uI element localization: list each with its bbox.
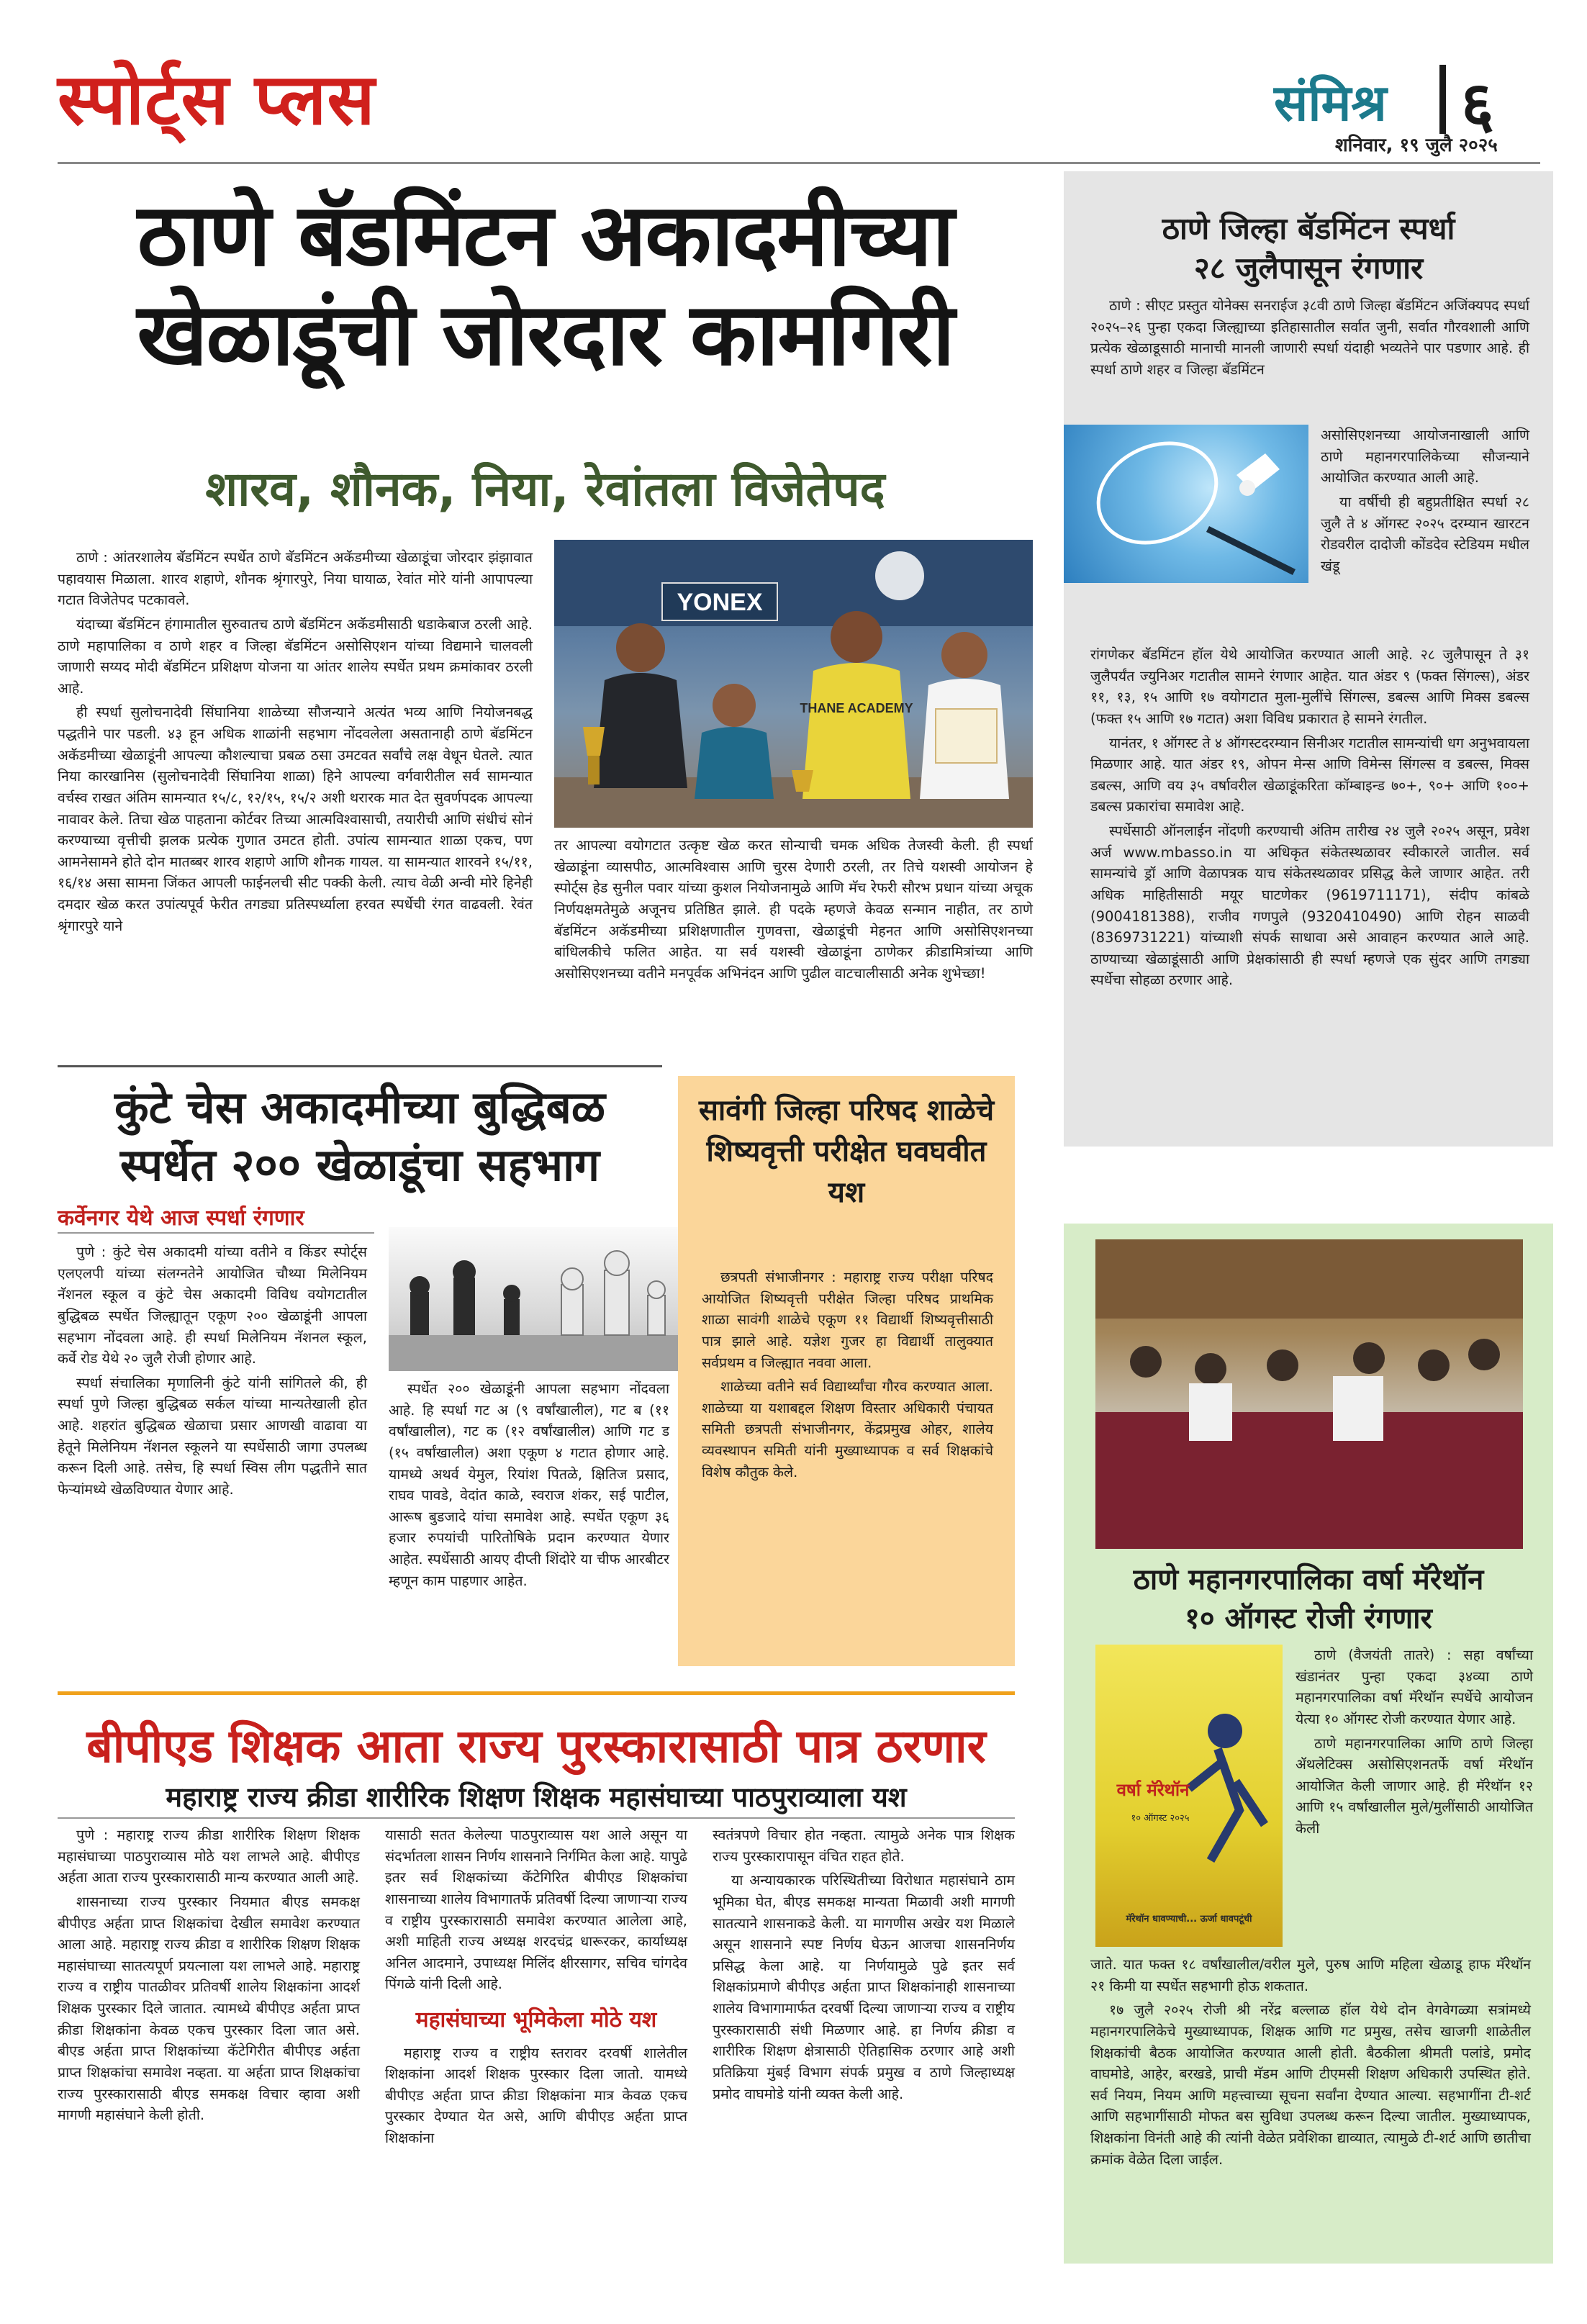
sawangi-text: छत्रपती संभाजीनगर : महाराष्ट्र राज्य परीक्षा परिषद आयोजित शिष्यवृत्ती परीक्षेत जिल्हा परिषद प्राथमिक शाळा सावंगी शाळेचे एकूण ११ विद्यार्थी शिष्यवृत्तीसाठी पात्र झाले आहे. यज्ञेश गुजर हा विद्यार्थी तालुक्यात सर्वप्रथम व जिल्ह्यात नववा आला. (702, 1269, 993, 1371)
masthead-title: स्पोर्ट्स प्लस (58, 58, 376, 141)
side-text: रांगणेकर बॅडमिंटन हॉल येथे आयोजित करण्यात आली आहे. २८ जुलैपासून ते ३१ जुलैपर्यंत ज्युनिअर गटातील सामने रंगणार आहेत. यात अंडर ९ (फक्त सिंगल्स), अंडर ११, १३, १५ आणि १७ वयोगटात मुला-मुलींचे सिंगल्स, डबल्स आणि मिक्स डबल्स (फक्त १५ आणि १७ गटात) अशा विविध प्रकारात हे सामने रंगतील. (1090, 646, 1529, 727)
lead-para: ठाणे : आंतरशालेय बॅडमिंटन स्पर्धेत ठाणे बॅडमिंटन अकॅडमीच्या खेळाडूंचा जोरदार झंझावात पहावयास मिळाला. शारव शहाणे, शौनक श्रृंगारपुरे, निया घायाळ, रेवांत मोरे यांनी आपापल्या गटात विजेतेपद पटकावले. (58, 549, 533, 609)
side-text: ठाणे : सीएट प्रस्तुत योनेक्स सनराईज ३८वी ठाणे जिल्हा बॅडमिंटन अजिंक्यपद स्पर्धा २०२५–२६ पुन्हा एकदा जिल्ह्याच्या इतिहासातील सर्वात जुनी, सर्वात गौरवशाली आणि प्रत्येक खेळाडूसाठी मानाची मानली जाणारी स्पर्धा यंदाही भव्यतेने पार पडणार आहे. ही स्पर्धा ठाणे शहर व जिल्हा बॅडमिंटन (1090, 297, 1530, 378)
chess-photo (389, 1227, 684, 1371)
side-para1b (1321, 425, 1529, 579)
marathon-poster (1095, 1645, 1283, 1947)
marathon-text: जाते. यात फक्त १८ वर्षांखालील/वरील मुले, पुरुष आणि महिला खेळाडू हाफ मॅरेथॉन २१ किमी या स्पर्धेत सहभागी होऊ शकतात. (1090, 1956, 1531, 1994)
section-header (1274, 59, 1547, 142)
chess-text: पुणे : कुंटे चेस अकादमी यांच्या वतीने व किंडर स्पोर्ट्स एलएलपी यांच्या संलग्नतेने आयोजित चौथ्या मिलेनियम नॅशनल स्कूल व कुंटे चेस अकादमी विविध वयोगटातील बुद्धिबळ स्पर्धेत जिल्ह्यातून एकूण २०० खेळाडूंनी आपला सहभाग नोंदवला आहे. ही स्पर्धा मिलेनियम नॅशनल स्कूल, कर्वे रोड येथे २० जुलै रोजी होणार आहे. (58, 1244, 367, 1367)
dateline: शनिवार, १९ जुलै २०२५ (1335, 135, 1498, 156)
chess-sub-rule (58, 1232, 374, 1234)
side-text: स्पर्धेसाठी ऑनलाईन नोंदणी करण्याची अंतिम तारीख २४ जुलै २०२५ असून, प्रवेश अर्ज www.mbasso.in या अधिकृत संकेतस्थळावर स्वीकारले जातील. सर्व सामन्यांचे ड्रॉ आणि वेळापत्रक याच संकेतस्थळावर प्रसिद्ध केले जाणार आहेत. तरी अधिक माहितीसाठी मयूर घाटणेकर (9619711171), संदीप कांबळे (9004181388), राजीव गणपुले (9320410490) आणि रोहन साळवी (8369731221) यांच्याशी संपर्क साधावा असे आवाहन करण्यात आले आहे. ठाण्याच्या खेळाडूंसाठी आणि प्रेक्षकांसाठी ही स्पर्धा म्हणजे एक सुंदर आणि तगड्या स्पर्धेचा सोहळा ठरणार आहे. (1090, 823, 1529, 989)
chess-headline-line1: कुंटे चेस अकादमीच्या बुद्धिबळ (114, 1081, 606, 1134)
marathon-text: ठाणे महानगरपालिका आणि ठाणे जिल्हा ॲथलेटिक्स असोसिएशनतर्फे वर्षा मॅरेथॉन आयोजित केली जाणार आहे. ही मॅरेथॉन १२ आणि १५ वर्षांखालील मुले/मुलींसाठी आयोजित केली (1296, 1735, 1533, 1837)
side-headline-line2: २८ जुलैपासून रंगणार (1193, 250, 1424, 286)
bped-col3 (713, 1825, 1015, 2107)
side-para1 (1090, 295, 1529, 384)
bped-top-rule (58, 1691, 1015, 1695)
section-name: संमिश्र (1274, 73, 1387, 132)
lead-body-col1 (58, 547, 533, 939)
bped-headline: बीपीएड शिक्षक आता राज्य पुरस्कारासाठी पात्र ठरणार (86, 1720, 986, 1773)
sawangi-body (702, 1267, 993, 1486)
bped-text: शासनाच्या राज्य पुरस्कार नियमात बीएड समकक्ष बीपीएड अर्हता प्राप्त शिक्षकांचा देखील समावेश करण्यात आला आहे. महाराष्ट्र राज्य क्रीडा व शारीरिक शिक्षण शिक्षक महासंघाच्या सातत्यपूर्ण प्रयत्नाला यश लाभले आहे. महाराष्ट्र राज्य व राष्ट्रीय पातळीवर प्रतिवर्षी शालेय शिक्षकांना आदर्श शिक्षक पुरस्कार दिले जातात. त्यामध्ये बीपीएड अर्हता प्राप्त क्रीडा शिक्षकांना केवळ एकच पुरस्कार दिला जात असे. बीएड अर्हता प्राप्त शिक्षकांच्या कॅटेगिरीत बीपीएड अर्हता प्राप्त शिक्षकांचा समावेश नव्हता. या अर्हता प्राप्त शिक्षकांचा राज्य पुरस्कारासाठी बीएड समकक्ष विचार व्हावा अशी मागणी महासंघाने केली होती. (58, 1893, 360, 2124)
marathon-headline-line1: ठाणे महानगरपालिका वर्षा मॅरेथॉन (1133, 1563, 1484, 1596)
bped-midsub: महासंघाच्या भूमिकेला मोठे यश (415, 2007, 657, 2033)
chess-subhead: कर्वेनगर येथे आज स्पर्धा रंगणार (58, 1206, 304, 1231)
players-illustration (554, 540, 1033, 828)
chess-pieces-illustration (389, 1227, 684, 1371)
poster-date: १० ऑगस्ट २०२५ (1131, 1813, 1190, 1824)
bped-text: स्वतंत्रपणे विचार होत नव्हता. त्यामुळे अनेक पात्र शिक्षक राज्य पुरस्कारापासून वंचित राहत होते. (713, 1827, 1015, 1865)
chess-text: स्पर्धेत २०० खेळाडूंनी आपला सहभाग नोंदवला आहे. हि स्पर्धा गट अ (९ वर्षांखालील), गट ब (११ वर्षांखालील), गट क (१२ वर्षांखालील) आणि गट ड (१५ वर्षांखालील) अशा एकूण ४ गटात होणार आहे. यामध्ये अथर्व येमुल, रियांश पितळे, क्षितिज प्रसाद, राघव पावडे, वेदांत काळे, स्वराज शंकर, सई पाटील, आरूष बुडजादे यांचा समावेश आहे. स्पर्धेत एकूण ३६ हजार रुपयांची पारितोषिके प्रदान करण्यात येणार आहेत. स्पर्धेसाठी आयए दीप्ती शिंदोरे या चीफ आरबीटर म्हणून काम पाहणार आहेत. (389, 1380, 669, 1589)
bped-text: पुणे : महाराष्ट्र राज्य क्रीडा शारीरिक शिक्षण शिक्षक महासंघाच्या पाठपुराव्यास मोठे यश लाभले आहे. बीपीएड अर्हता आता राज्य पुरस्कारासाठी मान्य करण्यात आली आहे. (58, 1827, 360, 1886)
meeting-illustration (1095, 1239, 1523, 1549)
marathon-body (1090, 1954, 1531, 2173)
chess-top-rule (58, 1065, 662, 1067)
racket-illustration (1064, 425, 1308, 583)
poster-title: वर्षा मॅरेथॉन (1116, 1780, 1190, 1800)
bped-col1 (58, 1825, 360, 2129)
lead-para: यंदाच्या बॅडमिंटन हंगामातील सुरुवातच ठाणे बॅडमिंटन अकॅडमीसाठी धडाकेबाज ठरली आहे. ठाणे महापालिका व ठाणे शहर व जिल्हा बॅडमिंटन असोसिएशन यांच्या विद्यमाने चालवली जाणारी सय्यद मोदी बॅडमिंटन प्रशिक्षण योजना या आंतर शालेय स्पर्धेत प्रथम क्रमांकावर ठरली आहे. (58, 615, 533, 697)
side-headline-line1: ठाणे जिल्हा बॅडमिंटन स्पर्धा (1162, 211, 1455, 246)
lead-para: ही स्पर्धा सुलोचनादेवी सिंघानिया शाळेच्या सौजन्याने अत्यंत भव्य आणि नियोजनबद्ध पद्धतीने पार पडली. ४३ हून अधिक शाळांनी सहभाग नोंदवलेला असतानाही ठाणे बॅडमिंटन अकॅडमीच्या खेळाडूंनी आपल्या कौशल्याचा प्रबळ ठसा उमटवत सर्वांचे लक्ष वेधून घेतले. त्यात निया कारखानिस (सुलोचनादेवी सिंघानिया शाळा) हिने आपल्या वर्गवारीतील सर्व सामन्यात वर्चस्व राखत अंतिम सामन्यात १५/८, १२/१५, १५/२ अशी थरारक मात देत सुवर्णपदक आपल्या नावावर केले. तिचा खेळ पाहताना कोर्टवर तिच्या आत्मविश्वासाची, तयारीची आणि संधीचं सोनं करण्याच्या वृत्तीची झलक प्रत्येक गुणात उमटत होती. उपांत्य सामन्यात शाळा एकच, पण आमनेसामने होते दोन मातब्बर शारव शहाणे आणि शौनक गायल. या सामन्यात शारवने १५/११, १६/१४ असा सामना जिंकत आपली फाईनलची सीट पक्की केली. त्याच वेळी अन्वी मोरे हिनेही दमदार खेळ करत उपांत्यपूर्व फेरीत तगड्या प्रतिस्पर्ध्याला हरवत स्पर्धेची रंगत वाढवली. रेवंत श्रृंगारपुरे याने (58, 704, 533, 934)
banner-text: YONEX (677, 589, 763, 616)
sawangi-text: शाळेच्या वतीने सर्व विद्यार्थ्यांचा गौरव करण्यात आला. शाळेच्या या यशाबद्दल शिक्षण विस्तार अधिकारी पंचायत समिती छत्रपती संभाजीनगर, केंद्रप्रमुख ओहर, शालेय व्यवस्थापन समिती यांनी मुख्याध्यापक व सर्व शिक्षकांचे विशेष कौतुक केले. (702, 1378, 993, 1480)
side-text: असोसिएशनच्या आयोजनाखाली आणि ठाणे महानगरपालिकेच्या सौजन्याने आयोजित करण्यात आली आहे. (1321, 427, 1529, 487)
poster-tag: मॅरेथॉन धावण्याची... ऊर्जा धावपटूंची (1126, 1914, 1252, 1925)
lead-headline-line2: खेळाडूंची जोरदार कामगिरी (137, 285, 954, 385)
side-text: यानंतर, १ ऑगस्ट ते ४ ऑगस्टदरम्यान सिनीअर गटातील सामन्यांची धग अनुभवायला मिळणार आहे. यात अंडर १९, ओपन मेन्स आणि विमेन्स सिंगल्स व डबल्स, मिक्स डबल्स, आणि वय ३५ वर्षावरील खेळाडूंकरिता कॉम्बाइन्ड ७०+, ९०+ आणि १००+ डबल्स प्रकारांचा समावेश आहे. (1090, 734, 1529, 815)
lead-para: तर आपल्या वयोगटात उत्कृष्ट खेळ करत सोन्याची चमक अधिक तेजस्वी केली. ही स्पर्धा खेळाडूंना व्यासपीठ, आत्मविश्वास आणि चुरस देणारी ठरली, तर तिचे यशस्वी आयोजन हे स्पोर्ट्स हेड सुनील पवार यांच्या कुशल नियोजनामुळे आणि मॅच रेफरी सौरभ प्रधान यांच्या अचूक निर्णयक्षमतेमुळे अजूनच प्रतिष्ठित झाले. ही पदके म्हणजे केवळ सन्मान नाहीत, तर ठाणे बॅडमिंटन अकॅडमीच्या प्रशिक्षणातील गुणवत्ता, खेळाडूंची मेहनत आणि असोसिएशनच्या बांधिलकीचे फलित आहेत. या सर्व यशस्वी खेळाडूंना ठाणेकर क्रीडामित्रांच्या आणि असोसिएशनच्या वतीने मनपूर्वक अभिनंदन आणि पुढील वाटचालीसाठी अनेक शुभेच्छा! (554, 837, 1033, 982)
bped-col2 (385, 1825, 687, 2152)
marathon-headline-line2: १० ऑगस्ट रोजी रंगणार (1185, 1602, 1432, 1635)
sawangi-headline: सावंगी जिल्हा परिषद शाळेचे शिष्यवृत्ती परीक्षेत घवघवीत यश (698, 1094, 995, 1209)
lead-photo-players (554, 540, 1033, 828)
section-divider (1439, 65, 1446, 134)
bped-sub-rule (58, 1817, 1015, 1819)
shuttlecock-photo (1064, 425, 1308, 583)
bped-text: या अन्यायकारक परिस्थितीच्या विरोधात महासंघाने ठाम भूमिका घेत, बीएड समकक्ष मान्यता मिळावी अशी मागणी सातत्याने शासनाकडे केली. या मागणीस अखेर यश मिळाले असून शासनाने स्पष्ट निर्णय घेऊन आजचा शासननिर्णय प्रसिद्ध केला आहे. या निर्णयामुळे पुढे इतर सर्व शिक्षकांप्रमाणे बीपीएड अर्हता प्राप्त शिक्षकांनाही शासनाच्या शालेय विभागामार्फत दरवर्षी दिल्या जाणाऱ्या राज्य व राष्ट्रीय पुरस्कारासाठी संधी मिळणार आहे. हा निर्णय क्रीडा व शारीरिक शिक्षण क्षेत्रासाठी ऐतिहासिक ठरणार आहे अशी प्रतिक्रिया मुंबई विभाग संपर्क प्रमुख व ठाणे जिल्हाध्यक्ष प्रमोद वाघमोडे यांनी व्यक्त केली आहे. (713, 1872, 1015, 2102)
lead-headline-line1: ठाणे बॅडमिंटन अकादमीच्या (137, 186, 954, 286)
marathon-meeting-photo (1095, 1239, 1523, 1549)
shirt-text: THANE ACADEMY (800, 701, 913, 715)
side-text: या वर्षीची ही बहुप्रतीक्षित स्पर्धा २८ जुलै ते ४ ऑगस्ट २०२५ दरम्यान खारटन रोडवरील दादोजी कोंडदेव स्टेडियम मधील खंडू (1321, 493, 1529, 574)
lead-subhead: शारव, शौनक, निया, रेवांतला विजेतेपद (205, 461, 885, 517)
marathon-text: ठाणे (वैजयंती तातरे) : सहा वर्षांच्या खंडानंतर पुन्हा एकदा ३४व्या ठाणे महानगरपालिका वर्षा मॅरेथॉन स्पर्धेचे आयोजन येत्या १० ऑगस्ट रोजी करण्यात येणार आहे. (1296, 1647, 1533, 1727)
poster-illustration (1095, 1645, 1283, 1947)
marathon-text: १७ जुलै २०२५ रोजी श्री नरेंद्र बल्लाळ हॉल येथे दोन वेगवेगळ्या सत्रांमध्ये महानगरपालिकेचे मुख्याध्यापक, शिक्षक आणि गट प्रमुख, तसेच खाजगी शाळेतील शिक्षकांची बैठक आयोजित करण्यात आली होती. बैठकीला श्रीमती पलांडे, प्रमोद वाघमोडे, आहेर, बरखडे, प्राची मॅडम आणि टीएमसी शिक्षण अधिकारी उपस्थित होते. सर्व नियम, नियम आणि महत्त्वाच्या सूचना सर्वांना देण्यात आल्या. सहभागींना टी-शर्ट आणि सहभागींसाठी मोफत बस सुविधा उपलब्ध करून दिल्या जातील. मुख्याध्यापक, शिक्षकांना विनंती आहे की त्यांनी वेळेत प्रवेशिका द्याव्यात, त्यामुळे टी-शर्ट आणि छातीचा क्रमांक वेळेत दिला जाईल. (1090, 2002, 1531, 2168)
lead-body-col2 (554, 835, 1033, 987)
bped-text: यासाठी सतत केलेल्या पाठपुराव्यास यश आले असून या संदर्भातला शासन निर्णय शासनाने निर्गमित केला आहे. यापुढे इतर सर्व शिक्षकांच्या कॅटेगिरित बीपीएड शिक्षकांचा शासनाच्या शालेय विभागातर्फे प्रतिवर्षी दिल्या जाणाऱ्या राज्य व राष्ट्रीय पुरस्कारासाठी समावेश करण्यात आलेला आहे, अशी माहिती राज्य अध्यक्ष शरदचंद्र धारूरकर, कार्याध्यक्ष अनिल आदमाने, उपाध्यक्ष मिलिंद क्षीरसागर, सचिव चांगदेव पिंगळे यांनी दिली आहे. (385, 1827, 687, 1993)
side-para2 (1090, 644, 1529, 994)
chess-col1 (58, 1242, 367, 1504)
page-number: ६ (1461, 67, 1494, 142)
bped-subhead: महाराष्ट्र राज्य क्रीडा शारीरिक शिक्षण शिक्षक महासंघाच्या पाठपुराव्याला यश (166, 1781, 907, 1813)
chess-col2 (389, 1378, 669, 1594)
marathon-side-text (1296, 1645, 1533, 1843)
chess-text: स्पर्धा संचालिका मृणालिनी कुंटे यांनी सांगितले की, ही स्पर्धा पुणे जिल्हा बुद्धिबळ सर्कल यांच्या मान्यतेखाली होत आहे. शहरांत बुद्धिबळ खेळाचा प्रसार आणखी वाढावा या हेतूने मिलेनियम नॅशनल स्कूलने या स्पर्धेसाठी जागा उपलब्ध करून दिली आहे. तसेच, हि स्पर्धा स्विस लीग पद्धतीने सात फेऱ्यांमध्ये खेळविण्यात येणार आहे. (58, 1374, 367, 1498)
bped-text: महाराष्ट्र राज्य व राष्ट्रीय स्तरावर दरवर्षी शालेतील शिक्षकांना आदर्श शिक्षक पुरस्कार दिला जातो. यामध्ये बीपीएड अर्हता प्राप्त क्रीडा शिक्षकांना मात्र केवळ एकच पुरस्कार देण्यात येत असे, आणि बीपीएड अर्हता प्राप्त शिक्षकांना (385, 2044, 687, 2147)
masthead-rule (58, 162, 1540, 164)
chess-headline-line2: स्पर्धेत २०० खेळाडूंचा सहभाग (119, 1139, 600, 1191)
